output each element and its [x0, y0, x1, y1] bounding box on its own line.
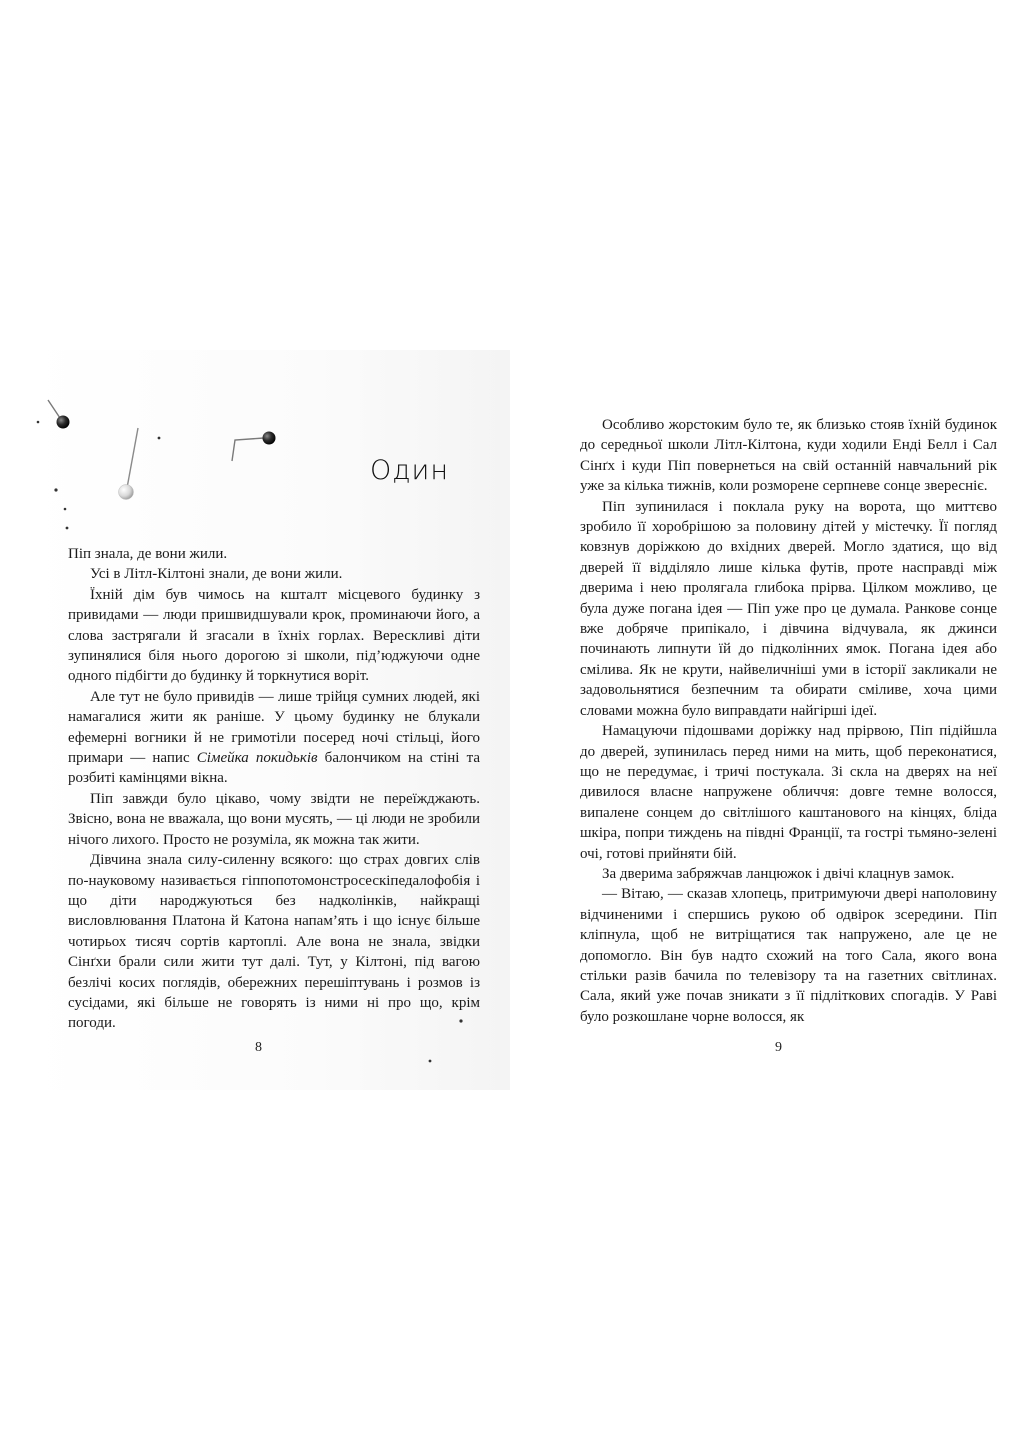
paragraph: Усі в Літл-Кілтоні знали, де вони жили. [90, 566, 343, 583]
paragraph: Піп знала, де вони жили. [68, 546, 228, 562]
pin-icon [48, 400, 70, 429]
right-page-body [580, 415, 997, 1027]
italic-graffiti-text: Сімейка покидьків [196, 750, 318, 767]
left-page-body [68, 544, 480, 1034]
paragraph-text: балончиком на стіні та розбиті камінцями вікна. [68, 750, 480, 787]
chapter-title: Один [370, 455, 449, 486]
left-page [30, 350, 510, 1090]
paragraph: За дверима забряжчав ланцюжок і двічі клацнув замок. [602, 865, 955, 882]
paragraph: Намацуючи підошвами доріжку над прірвою, Піп підійшла до дверей, зупинилась перед ними на мить, щоб переконатися, що не передумає, і тричі постукала. Зі скла на дверях на неї дивилося власне напружене обличчя: довге темне волосся, випалене сонцем до світлішого каштанового на кінцях, бліда шкіра, попри тиждень на півдні Франції, та гострі тьмяно-зелені очі, готові прийняти бій. [580, 723, 997, 862]
paragraph [68, 687, 480, 789]
paragraph-text: Але тут не було привидів — лише трійця сумних людей, які намагалися жити як раніше. У цьому будинку не блукали ефемерні вогники й не гримотіли посеред ночі стільці, його примари — напис [68, 688, 480, 767]
paragraph: — Вітаю, — сказав хлопець, притримуючи двері наполовину відчиненими і спершись рукою об одвірок зсередини. Піп кліпнула, щоб не витріщатися так напружено, але це не допомогло. Він був надто схожий на того Сала, якого вона стільки разів бачила по телевізору та на газетних світлинах. Сала, який уже почав зникати з її підліткових спогадів. У Раві було розкошлане чорне волосся, як [580, 886, 997, 1025]
bent-pin-icon [232, 432, 276, 462]
right-page [525, 350, 1025, 1090]
pearl-pin-icon [119, 428, 139, 500]
paragraph: Їхній дім був чимось на кшталт місцевого будинку з привидами — люди пришвидшували крок, проминаючи його, а слова застрягали й згасали в їхніх горлах. Верескливі діти зупинялися біля нього дорогою зі школи, під’юджуючи одне одного підбігти до будинку й торкнутися воріт. [68, 586, 480, 685]
page-number: 9 [775, 1040, 782, 1055]
paragraph: Піп зупинилася і поклала руку на ворота, що миттєво зробило її хоробрішою за половину дітей у містечку. Її погляд ковзнув доріжкою до вхідних дверей. Могло здатися, що від дверей її відділяло лише кілька футів, проте насправді між дверима і нею пролягала глибока прірва. Цілком можливо, це була дуже погана ідея — Піп уже про це думала. Ранкове сонце вже добряче припікало, і дівчина відчувала, як джинси починають липнути їй до підколінних ямок. Погана ідея або смілива. Як не крути, найвеличніші уми в історії закликали не задовольнятися безпечним та обирати сміливе, хоча цими словами можна було виправдати найгірші ідеї. [580, 498, 997, 719]
page-number: 8 [255, 1040, 262, 1055]
paragraph: Дівчина знала силу-силенну всякого: що страх довгих слів по-науковому називається гіппопотомонстросескіпедалофобія і що діти народжуються без надколінків, найкращі висловлювання Платона й Катона напам’ять і що існує більше чотирьох тисяч сортів картоплі. Але вона не знала, звідки Сінґхи брали сили жити тут далі. Тут, у Кілтоні, під вагою безлічі косих поглядів, обережних перешіптувань і розмов із сусідами, які більше не говорять із ними ні про що, крім погоди. [68, 852, 480, 1032]
paragraph: Особливо жорстоким було те, як близько стояв їхній будинок до середньої школи Літл-Кілтона, куди ходили Енді Белл і Сал Сінґх і куди Піп повернеться на свій останній навчальний рік уже за кілька тижнів, коли розморене серпневе сонце звересніє. [580, 417, 997, 495]
pins-illustration [30, 350, 500, 550]
paragraph: Піп завжди було цікаво, чому звідти не переїжджають. Звісно, вона не вважала, що вони мусять, — ці люди не зробили нічого лихого. Просто не розуміла, як можна так жити. [68, 790, 480, 848]
